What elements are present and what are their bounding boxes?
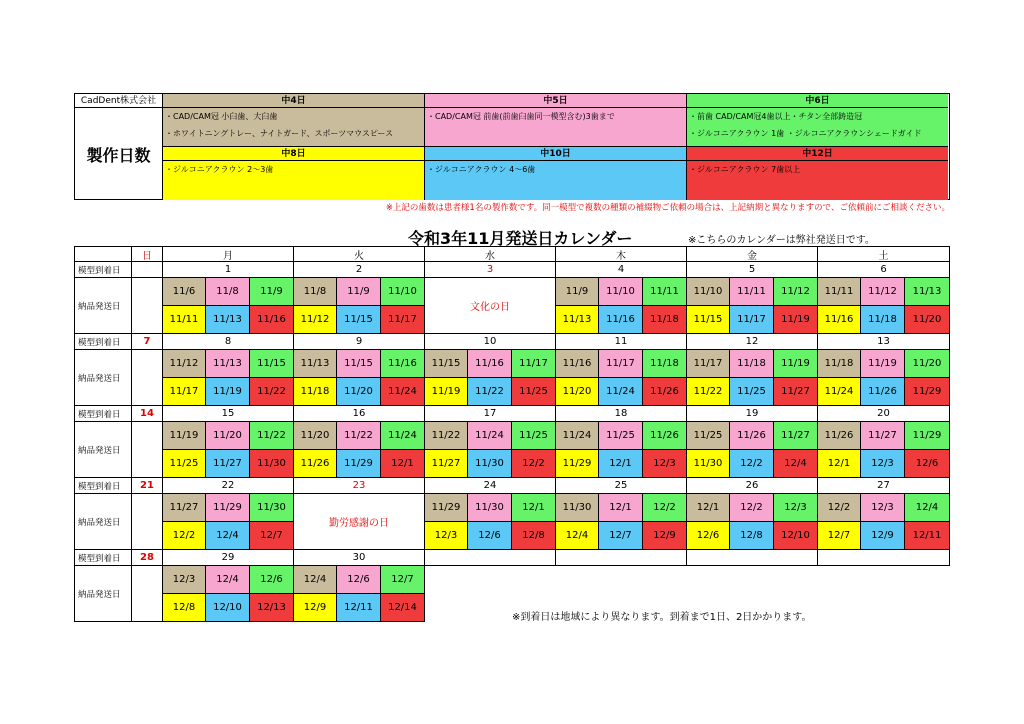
ship-date-upper: 11/26 [730,422,774,450]
ship-date-upper: 11/20 [206,422,250,450]
weekday-header: 火 [294,246,425,262]
ship-date-upper: 11/18 [730,350,774,378]
ship-date-upper: 12/1 [599,494,643,522]
group-line: ・ホワイトニングトレー、ナイトガード、スポーツマウスピース [165,129,394,138]
ship-date-lower: 11/18 [861,306,905,334]
sunday-blank [132,350,163,406]
group-header: 中12日 [687,147,948,161]
group-line: ・CAD/CAM冠 前歯(前歯臼歯同一模型含む)3歯まで [427,112,615,121]
day-date: 20 [818,406,950,422]
day-date: 15 [163,406,294,422]
ship-date-lower: 11/25 [512,378,556,406]
ship-date-upper: 11/22 [425,422,468,450]
ship-date-upper: 12/3 [774,494,818,522]
day-date: 9 [294,334,425,350]
arrival-label: 模型到着日 [74,550,132,566]
day-date: 24 [425,478,556,494]
day-date: 6 [818,262,950,278]
sunday-date: 28 [132,550,163,566]
ship-date-upper: 11/24 [468,422,512,450]
ship-date-upper: 12/6 [337,566,381,594]
day-date: 4 [556,262,687,278]
ship-date-upper: 11/17 [599,350,643,378]
ship-date-upper: 11/30 [556,494,599,522]
group-header: 中4日 [163,94,425,108]
group-line: ・ジルコニアクラウン 7歯以上 [689,165,801,174]
holiday-name: 勤労感謝の日 [294,494,425,550]
ship-date-lower: 11/18 [643,306,687,334]
day-date: 3 [425,262,556,278]
ship-date-lower: 11/16 [818,306,861,334]
group-body [687,108,948,147]
weekday-header: 土 [818,246,950,262]
ship-date-upper: 11/16 [556,350,599,378]
group-line: ・ジルコニアクラウン 4～6歯 [427,165,536,174]
ship-date-upper: 11/24 [556,422,599,450]
ship-date-lower: 12/10 [774,522,818,550]
ship-date-upper: 11/15 [250,350,294,378]
day-date: 23 [294,478,425,494]
day-date: 1 [163,262,294,278]
arrival-label: 模型到着日 [74,334,132,350]
ship-date-upper: 11/11 [818,278,861,306]
ship-date-upper: 11/22 [250,422,294,450]
sunday-blank [132,278,163,334]
production-days-title: 製作日数 [75,108,163,200]
ship-date-upper: 11/9 [337,278,381,306]
empty-date [556,550,687,566]
group-body [425,108,687,147]
ship-date-lower: 11/29 [905,378,950,406]
ship-date-lower: 11/15 [687,306,730,334]
calendar-subnote: ※こちらのカレンダーは弊社発送日です。 [688,235,875,246]
ship-date-lower: 11/20 [556,378,599,406]
ship-date-upper: 11/18 [643,350,687,378]
ship-date-upper: 11/26 [818,422,861,450]
ship-date-upper: 11/30 [250,494,294,522]
weekday-header: 金 [687,246,818,262]
ship-date-lower: 11/19 [774,306,818,334]
ship-date-upper: 12/4 [294,566,337,594]
day-date: 26 [687,478,818,494]
ship-date-upper: 12/6 [250,566,294,594]
ship-date-upper: 12/7 [381,566,425,594]
ship-date-upper: 11/25 [599,422,643,450]
ship-date-upper: 11/10 [599,278,643,306]
ship-date-lower: 12/9 [643,522,687,550]
group-body [163,161,425,200]
ship-date-lower: 12/1 [818,450,861,478]
ship-date-lower: 12/6 [905,450,950,478]
ship-date-upper: 11/29 [905,422,950,450]
ship-date-lower: 11/17 [163,378,206,406]
ship-date-lower: 11/25 [163,450,206,478]
ship-date-upper: 12/2 [818,494,861,522]
ship-date-lower: 12/1 [381,450,425,478]
ship-date-lower: 11/22 [250,378,294,406]
group-header: 中6日 [687,94,948,108]
ship-date-lower: 12/7 [599,522,643,550]
ship-date-upper: 12/3 [861,494,905,522]
weekday-header: 月 [163,246,294,262]
ship-date-upper: 12/3 [163,566,206,594]
ship-date-lower: 12/3 [425,522,468,550]
ship-date-upper: 11/15 [425,350,468,378]
ship-date-lower: 11/26 [643,378,687,406]
sunday-date: 14 [132,406,163,422]
sunday-blank [132,566,163,622]
weekday-sun: 日 [132,246,163,262]
day-date: 8 [163,334,294,350]
ship-date-lower: 11/20 [905,306,950,334]
ship-date-lower: 11/16 [250,306,294,334]
ship-date-upper: 11/6 [163,278,206,306]
day-date: 30 [294,550,425,566]
ship-date-upper: 11/8 [294,278,337,306]
ship-date-upper: 11/17 [687,350,730,378]
ship-date-upper: 12/4 [905,494,950,522]
ship-date-upper: 11/13 [206,350,250,378]
ship-date-upper: 11/19 [861,350,905,378]
ship-date-upper: 11/19 [774,350,818,378]
ship-date-upper: 11/15 [337,350,381,378]
group-line: ・前歯 CAD/CAM冠4歯以上・チタン全部鋳造冠 [689,112,863,121]
group-line: ・CAD/CAM冠 小臼歯、大臼歯 [165,112,278,121]
ship-label: 納品発送日 [74,566,132,622]
arrival-label: 模型到着日 [74,478,132,494]
ship-date-lower: 12/9 [861,522,905,550]
ship-date-lower: 11/26 [861,378,905,406]
ship-date-lower: 11/24 [818,378,861,406]
ship-date-lower: 12/4 [206,522,250,550]
day-date: 16 [294,406,425,422]
ship-date-lower: 11/20 [337,378,381,406]
ship-date-lower: 12/4 [774,450,818,478]
weekday-header: 水 [425,246,556,262]
ship-date-upper: 12/4 [206,566,250,594]
ship-date-lower: 11/29 [337,450,381,478]
ship-date-upper: 11/29 [206,494,250,522]
day-date: 25 [556,478,687,494]
day-date: 29 [163,550,294,566]
ship-date-lower: 12/6 [687,522,730,550]
empty-date [425,550,556,566]
ship-date-upper: 11/19 [163,422,206,450]
company-name: CadDent株式会社 [75,94,163,108]
ship-date-lower: 12/2 [730,450,774,478]
production-days-table [74,93,950,200]
ship-date-lower: 12/8 [163,594,206,622]
ship-date-lower: 11/27 [425,450,468,478]
ship-date-lower: 12/9 [294,594,337,622]
day-date: 10 [425,334,556,350]
weekday-header: 木 [556,246,687,262]
day-date: 12 [687,334,818,350]
day-date: 11 [556,334,687,350]
ship-date-lower: 11/22 [468,378,512,406]
header-blank [74,246,132,262]
group-header: 中5日 [425,94,687,108]
ship-date-lower: 11/18 [294,378,337,406]
ship-date-lower: 12/11 [337,594,381,622]
sunday-date [132,262,163,278]
ship-date-lower: 11/22 [687,378,730,406]
ship-date-lower: 11/17 [381,306,425,334]
day-date: 17 [425,406,556,422]
arrival-label: 模型到着日 [74,406,132,422]
group-header: 中10日 [425,147,687,161]
ship-date-lower: 12/7 [818,522,861,550]
ship-date-upper: 11/18 [818,350,861,378]
ship-label: 納品発送日 [74,422,132,478]
ship-date-upper: 11/9 [556,278,599,306]
ship-date-upper: 11/27 [861,422,905,450]
group-line: ・ジルコニアクラウン 2～3歯 [165,165,274,174]
group-header: 中8日 [163,147,425,161]
ship-date-upper: 11/16 [468,350,512,378]
ship-date-upper: 11/17 [512,350,556,378]
ship-date-lower: 12/10 [206,594,250,622]
ship-date-upper: 11/11 [730,278,774,306]
sunday-date: 21 [132,478,163,494]
day-date: 13 [818,334,950,350]
ship-date-upper: 11/12 [861,278,905,306]
day-date: 2 [294,262,425,278]
ship-date-upper: 11/9 [250,278,294,306]
ship-date-lower: 12/7 [250,522,294,550]
ship-date-upper: 11/10 [687,278,730,306]
arrival-label: 模型到着日 [74,262,132,278]
ship-date-lower: 12/3 [861,450,905,478]
ship-date-lower: 11/30 [687,450,730,478]
ship-date-upper: 11/16 [381,350,425,378]
ship-date-upper: 11/22 [337,422,381,450]
shipping-calendar [74,246,950,630]
day-date: 19 [687,406,818,422]
ship-date-lower: 11/26 [294,450,337,478]
day-date: 18 [556,406,687,422]
ship-date-lower: 12/2 [163,522,206,550]
group-body [163,108,425,147]
ship-date-lower: 11/13 [206,306,250,334]
empty-date [687,550,818,566]
ship-date-lower: 12/8 [730,522,774,550]
day-date: 22 [163,478,294,494]
ship-date-lower: 12/8 [512,522,556,550]
sunday-blank [132,494,163,550]
ship-date-lower: 12/4 [556,522,599,550]
ship-date-lower: 12/11 [905,522,950,550]
ship-date-upper: 12/1 [512,494,556,522]
ship-date-upper: 11/26 [643,422,687,450]
empty-date [818,550,950,566]
ship-label: 納品発送日 [74,494,132,550]
ship-date-lower: 11/15 [337,306,381,334]
ship-date-lower: 11/16 [599,306,643,334]
ship-date-upper: 11/12 [163,350,206,378]
ship-date-lower: 11/19 [206,378,250,406]
day-date: 27 [818,478,950,494]
ship-date-lower: 11/29 [556,450,599,478]
ship-date-lower: 11/30 [468,450,512,478]
ship-date-lower: 11/19 [425,378,468,406]
ship-date-upper: 11/29 [425,494,468,522]
ship-date-lower: 12/13 [250,594,294,622]
ship-date-lower: 12/2 [512,450,556,478]
ship-date-upper: 11/12 [774,278,818,306]
production-days-note: ※上記の歯数は患者様1名の製作数です。同一模型で複数の種類の補綴物ご依頼の場合は、上記納期と異なりますので、ご依頼前にご相談ください。 [385,203,950,213]
ship-date-lower: 12/14 [381,594,425,622]
ship-date-upper: 11/13 [905,278,950,306]
ship-date-lower: 11/27 [206,450,250,478]
ship-date-lower: 11/13 [556,306,599,334]
ship-date-lower: 11/24 [599,378,643,406]
ship-label: 納品発送日 [74,278,132,334]
ship-date-upper: 11/20 [905,350,950,378]
sunday-blank [132,422,163,478]
ship-date-upper: 11/20 [294,422,337,450]
ship-date-upper: 11/24 [381,422,425,450]
group-body [425,161,687,200]
ship-date-upper: 12/2 [730,494,774,522]
ship-date-upper: 11/25 [512,422,556,450]
ship-date-lower: 11/12 [294,306,337,334]
ship-date-upper: 11/13 [294,350,337,378]
ship-date-upper: 11/30 [468,494,512,522]
ship-date-upper: 12/2 [643,494,687,522]
ship-date-lower: 11/17 [730,306,774,334]
ship-date-lower: 11/25 [730,378,774,406]
group-body [687,161,948,200]
ship-date-lower: 12/1 [599,450,643,478]
ship-date-lower: 12/3 [643,450,687,478]
ship-date-lower: 11/24 [381,378,425,406]
ship-date-upper: 11/27 [774,422,818,450]
ship-date-lower: 12/6 [468,522,512,550]
ship-label: 納品発送日 [74,350,132,406]
ship-date-upper: 11/8 [206,278,250,306]
calendar-title: 令和3年11月発送日カレンダー [408,229,633,248]
ship-date-lower: 11/30 [250,450,294,478]
group-line: ・ジルコニアクラウン 1歯 ・ジルコニアクラウンシェードガイド [689,129,922,138]
sunday-date: 7 [132,334,163,350]
day-date: 5 [687,262,818,278]
ship-date-upper: 11/11 [643,278,687,306]
ship-date-upper: 11/25 [687,422,730,450]
holiday-name: 文化の日 [425,278,556,334]
ship-date-upper: 11/10 [381,278,425,306]
ship-date-upper: 12/1 [687,494,730,522]
ship-date-lower: 11/11 [163,306,206,334]
ship-date-lower: 11/27 [774,378,818,406]
arrival-note: ※到着日は地域により異なります。到着まで1日、2日かかります。 [512,612,812,623]
ship-date-upper: 11/27 [163,494,206,522]
